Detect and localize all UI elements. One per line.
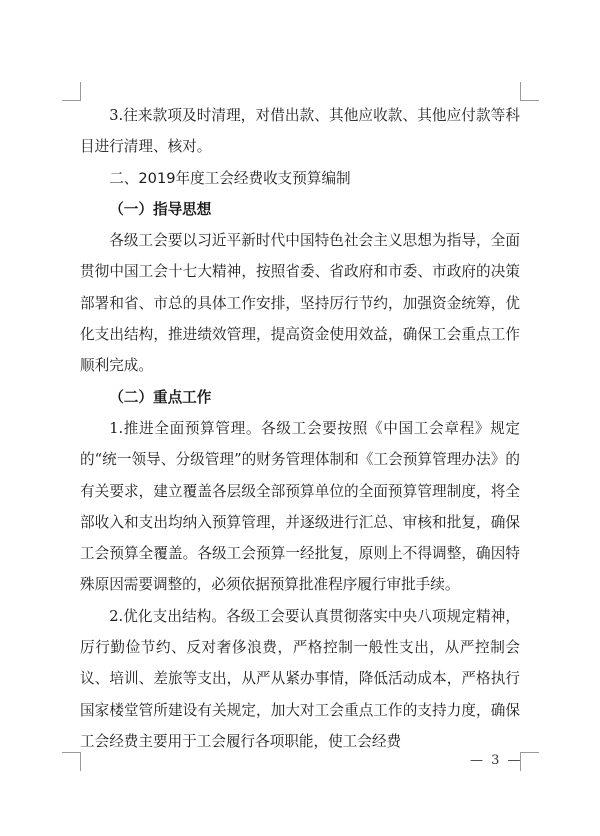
crop-mark-bottom-left	[62, 752, 81, 771]
document-body	[80, 100, 520, 757]
subsection-heading-key-work: （二）重点工作	[109, 388, 212, 406]
paragraph-key-work-1: 1.推进全面预算管理。各级工会要按照《中国工会章程》规定的“统一领导、分级管理”的财务管理体制和《工会预算管理办法》的有关要求，建立覆盖各层级全部预算单位的全面预算管理制度，将全部收入和支出均纳入预算管理，并逐级进行汇总、审核和批复，确保工会预算全覆盖。各级工会预算一经批复，原则上不得调整，确因特殊原因需要调整的，必须依据预算批准程序履行审批手续。	[80, 419, 520, 594]
subsection-heading-guiding-ideology: （一）指导思想	[109, 200, 212, 218]
paragraph-item-3: 3.往来款项及时清理，对借出款、其他应收款、其他应付款等科目进行清理、核对。	[80, 107, 520, 156]
paragraph-guiding-ideology: 各级工会要以习近平新时代中国特色社会主义思想为指导，全面贯彻中国工会十七大精神，按照省委、省政府和市委、市政府的决策部署和省、市总的具体工作安排，坚持厉行节约，加强资金统筹，优化支出结构，推进绩效管理，提高资金使用效益，确保工会重点工作顺利完成。	[80, 232, 520, 375]
page-number: — 3 —	[470, 753, 523, 768]
crop-mark-bottom-right	[520, 752, 539, 771]
crop-mark-top-right	[520, 82, 539, 101]
crop-mark-top-left	[62, 82, 81, 101]
section-heading: 二、2019年度工会经费收支预算编制	[109, 169, 351, 187]
paragraph-key-work-2: 2.优化支出结构。各级工会要认真贯彻落实中央八项规定精神，厉行勤俭节约、反对奢侈浪费，严格控制一般性支出，从严控制会议、培训、差旅等支出，从严从紧办事情，降低活动成本，严格执行国家楼堂管所建设有关规定，加大对工会重点工作的支持力度，确保工会经费主要用于工会履行各项职能，使工会经费	[80, 607, 520, 750]
